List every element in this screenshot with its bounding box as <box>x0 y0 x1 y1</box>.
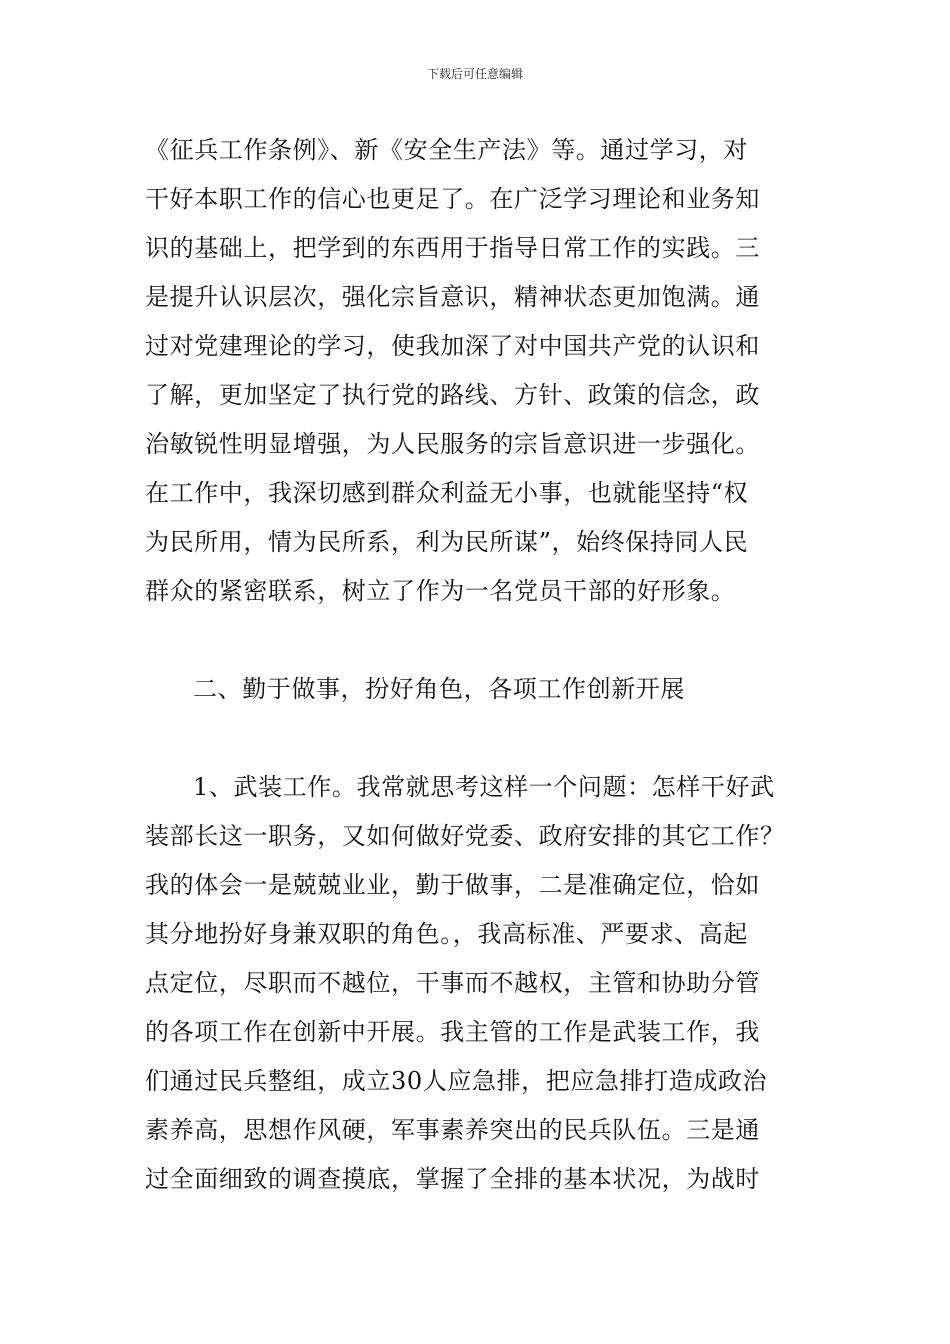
paragraph-spacer <box>145 714 815 763</box>
paragraph-line: 的各项工作在创新中开展。我主管的工作是武装工作，我 <box>145 1018 760 1046</box>
paragraph-line: 是提升认识层次，强化宗旨意识，精神状态更加饱满。通 <box>145 283 760 311</box>
paragraph-line: 点定位，尽职而不越位，干事而不越权，主管和协助分管 <box>145 969 760 997</box>
paragraph-line: 过对党建理论的学习，使我加深了对中国共产党的认识和 <box>145 332 760 360</box>
paragraph-line: 1、武装工作。我常就思考这样一个问题：怎样干好武 <box>193 773 775 801</box>
paragraph-line: 们通过民兵整组，成立30人应急排，把应急排打造成政治 <box>145 1067 768 1095</box>
paragraph-line: 了解，更加坚定了执行党的路线、方针、政策的信念，政 <box>145 381 760 409</box>
section-heading: 二、勤于做事，扮好角色，各项工作创新开展 <box>193 675 685 703</box>
page-header-note: 下载后可任意编辑 <box>426 67 523 81</box>
paragraph-line: 治敏锐性明显增强，为人民服务的宗旨意识进一步强化。 <box>145 430 760 458</box>
paragraph-line: 素养高，思想作风硬，军事素养突出的民兵队伍。三是通 <box>145 1116 760 1144</box>
paragraph-line: 过全面细致的调查摸底，掌握了全排的基本状况，为战时 <box>145 1165 760 1193</box>
paragraph-line: 在工作中，我深切感到群众利益无小事，也就能坚持“权 <box>145 479 749 507</box>
paragraph-line: 为民所用，情为民所系，利为民所谋”，始终保持同人民 <box>145 528 749 556</box>
paragraph-2 <box>145 763 815 1204</box>
paragraph-1 <box>145 126 815 616</box>
paragraph-line: 干好本职工作的信心也更足了。在广泛学习理论和业务知 <box>145 185 760 213</box>
paragraph-spacer <box>145 616 815 665</box>
paragraph-line: 群众的紧密联系，树立了作为一名党员干部的好形象。 <box>145 577 736 605</box>
paragraph-line: 装部长这一职务，又如何做好党委、政府安排的其它工作？ <box>145 822 785 850</box>
document-body <box>145 126 815 1204</box>
paragraph-line: 我的体会一是兢兢业业，勤于做事，二是准确定位，恰如 <box>145 871 760 899</box>
paragraph-line: 其分地扮好身兼双职的角色。，我高标准、严要求、高起 <box>145 920 748 948</box>
paragraph-line: 《征兵工作条例》、新《安全生产法》等。通过学习，对 <box>145 136 748 164</box>
paragraph-line: 识的基础上，把学到的东西用于指导日常工作的实践。三 <box>145 234 760 262</box>
